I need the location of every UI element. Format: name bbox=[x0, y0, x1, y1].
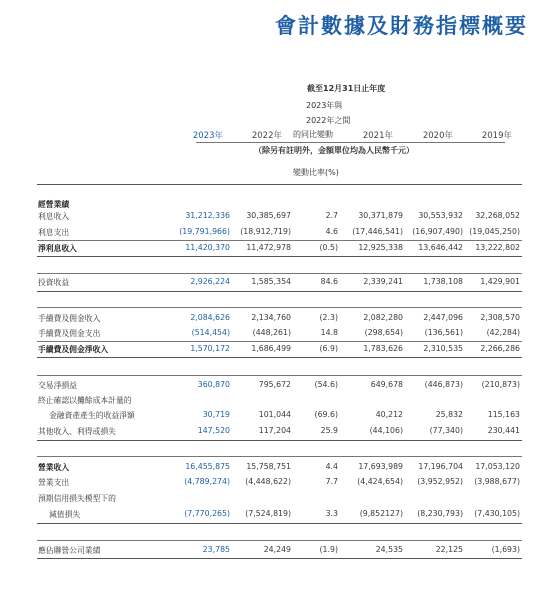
row-label: 應佔聯營公司業績 bbox=[38, 546, 101, 555]
value-2020: 2,447,096 bbox=[423, 313, 463, 322]
value-2021: (17,446,541) bbox=[352, 227, 403, 236]
value-2022: 117,204 bbox=[258, 426, 291, 435]
value-change: 14.8 bbox=[320, 328, 338, 337]
value-2020: 25,832 bbox=[435, 410, 463, 419]
value-2021: 40,212 bbox=[375, 410, 403, 419]
row-label: 利息支出 bbox=[38, 228, 70, 237]
value-2021: 2,082,280 bbox=[363, 313, 403, 322]
value-2022: 795,672 bbox=[258, 380, 291, 389]
value-2022: (4,448,622) bbox=[245, 477, 291, 486]
value-2021: (4,424,654) bbox=[357, 477, 403, 486]
value-2023: (514,454) bbox=[191, 328, 230, 337]
row-label: 其他收入、利得或損失 bbox=[38, 427, 116, 436]
section-rule bbox=[37, 291, 522, 292]
value-2019: (19,045,250) bbox=[469, 227, 520, 236]
period-line-1: 截至12月31日止年度 bbox=[307, 84, 386, 93]
table-top-rule bbox=[37, 184, 522, 185]
year-2022: 2022年 bbox=[251, 131, 282, 141]
value-2023: 2,084,626 bbox=[190, 313, 230, 322]
table-row bbox=[0, 344, 550, 356]
value-2021: (9,852127) bbox=[359, 509, 403, 518]
value-2021: 17,693,989 bbox=[358, 462, 403, 471]
value-2023: 1,570,172 bbox=[190, 344, 230, 353]
value-change: (54.6) bbox=[314, 380, 338, 389]
value-2020: (8,230,793) bbox=[417, 509, 463, 518]
value-2023: 147,520 bbox=[197, 426, 230, 435]
period-line-3: 2022年之間 bbox=[306, 116, 351, 125]
row-rule bbox=[37, 456, 522, 457]
value-2022: 101,044 bbox=[258, 410, 291, 419]
table-row bbox=[0, 328, 550, 340]
row-label: 金融資產產生的收益淨額 bbox=[49, 411, 135, 420]
row-label: 營業收入 bbox=[38, 463, 70, 472]
header-rule bbox=[196, 142, 505, 143]
value-2022: 2,134,760 bbox=[251, 313, 291, 322]
year-2021: 2021年 bbox=[362, 131, 393, 141]
row-rule bbox=[37, 540, 522, 541]
row-label: 營業支出 bbox=[38, 478, 70, 487]
section-rule bbox=[37, 558, 522, 559]
value-2020: (136,561) bbox=[424, 328, 463, 337]
value-2023: 31,212,336 bbox=[185, 211, 230, 220]
row-label: 手續費及佣金收入 bbox=[38, 314, 101, 323]
table-row bbox=[0, 462, 550, 474]
value-2020: 30,553,932 bbox=[418, 211, 463, 220]
value-2022: 30,385,697 bbox=[246, 211, 291, 220]
value-2020: 2,310,535 bbox=[423, 344, 463, 353]
row-rule bbox=[37, 341, 522, 342]
value-2022: 1,585,354 bbox=[251, 277, 291, 286]
value-2019: 2,266,286 bbox=[480, 344, 520, 353]
table-row bbox=[0, 243, 550, 255]
value-change: 3.3 bbox=[325, 509, 338, 518]
row-rule bbox=[37, 307, 522, 308]
value-change: (6.9) bbox=[319, 344, 338, 353]
table-row bbox=[0, 277, 550, 289]
row-label: 手續費及佣金淨收入 bbox=[38, 345, 109, 354]
value-change: 25.9 bbox=[320, 426, 338, 435]
value-2019: (1,693) bbox=[491, 545, 520, 554]
value-change: (2.3) bbox=[319, 313, 338, 322]
value-2023: 30,719 bbox=[202, 410, 230, 419]
table-row bbox=[0, 380, 550, 392]
value-change: 7.7 bbox=[325, 477, 338, 486]
table-row bbox=[0, 493, 550, 505]
table-row bbox=[0, 410, 550, 422]
value-2020: 13,646,442 bbox=[418, 243, 463, 252]
row-label: 手續費及佣金支出 bbox=[38, 329, 101, 338]
table-row bbox=[0, 426, 550, 438]
value-change: 4.6 bbox=[325, 227, 338, 236]
value-2019: (7,430,105) bbox=[474, 509, 520, 518]
value-2020: (3,952,952) bbox=[417, 477, 463, 486]
value-2021: 2,339,241 bbox=[363, 277, 403, 286]
value-2019: (42,284) bbox=[486, 328, 520, 337]
table-row bbox=[0, 227, 550, 239]
value-2021: 12,925,338 bbox=[358, 243, 403, 252]
section-rule bbox=[37, 440, 522, 441]
value-2023: 11,420,370 bbox=[185, 243, 230, 252]
table-row bbox=[0, 477, 550, 489]
value-2023: (7,770,265) bbox=[184, 509, 230, 518]
page-title: 會計數據及財務指標概要 bbox=[275, 14, 528, 38]
year-2020: 2020年 bbox=[422, 131, 453, 141]
value-2021: 649,678 bbox=[370, 380, 403, 389]
value-2023: (4,789,274) bbox=[184, 477, 230, 486]
table-row bbox=[0, 545, 550, 557]
table-row bbox=[0, 313, 550, 325]
value-2019: 32,268,052 bbox=[475, 211, 520, 220]
value-2023: (19,791,966) bbox=[179, 227, 230, 236]
row-label: 終止確認以攤餘成本計量的 bbox=[38, 396, 132, 405]
value-2019: 13,222,802 bbox=[475, 243, 520, 252]
value-2021: 24,535 bbox=[375, 545, 403, 554]
value-2020: (16,907,490) bbox=[412, 227, 463, 236]
table-row bbox=[0, 509, 550, 521]
row-rule bbox=[37, 240, 522, 241]
value-2019: 17,053,120 bbox=[475, 462, 520, 471]
value-2019: (210,873) bbox=[481, 380, 520, 389]
value-2023: 360,870 bbox=[197, 380, 230, 389]
value-2022: (18,912,719) bbox=[240, 227, 291, 236]
table-row bbox=[0, 395, 550, 407]
value-2019: (3,988,677) bbox=[474, 477, 520, 486]
value-2019: 1,429,901 bbox=[480, 277, 520, 286]
row-rule bbox=[37, 375, 522, 376]
value-2023: 2,926,224 bbox=[190, 277, 230, 286]
value-change: (1.9) bbox=[319, 545, 338, 554]
value-2022: (448,261) bbox=[252, 328, 291, 337]
row-rule bbox=[37, 273, 522, 274]
value-change: 84.6 bbox=[320, 277, 338, 286]
value-change: 4.4 bbox=[325, 462, 338, 471]
section-label: 經營業績 bbox=[38, 200, 70, 209]
section-rule bbox=[37, 256, 522, 257]
row-label: 投資收益 bbox=[38, 278, 70, 287]
value-2020: 22,125 bbox=[435, 545, 463, 554]
value-2020: 1,738,108 bbox=[423, 277, 463, 286]
value-2019: 2,308,570 bbox=[480, 313, 520, 322]
section-rule bbox=[37, 523, 522, 524]
value-2023: 23,785 bbox=[202, 545, 230, 554]
value-2020: (77,340) bbox=[429, 426, 463, 435]
value-2022: 1,686,499 bbox=[251, 344, 291, 353]
row-label: 利息收入 bbox=[38, 212, 70, 221]
year-2023: 2023年 bbox=[192, 131, 223, 141]
row-label: 預期信用損失模型下的 bbox=[38, 494, 116, 503]
value-2021: 30,371,879 bbox=[358, 211, 403, 220]
value-2022: (7,524,819) bbox=[245, 509, 291, 518]
value-2019: 115,163 bbox=[487, 410, 520, 419]
change-pct-label: 變動比率(%) bbox=[293, 168, 339, 177]
value-2022: 24,249 bbox=[263, 545, 291, 554]
value-2020: (446,873) bbox=[424, 380, 463, 389]
value-2023: 16,455,875 bbox=[185, 462, 230, 471]
value-2020: 17,196,704 bbox=[418, 462, 463, 471]
value-2022: 15,758,751 bbox=[246, 462, 291, 471]
row-label: 交易淨損益 bbox=[38, 381, 77, 390]
value-change: 2.7 bbox=[325, 211, 338, 220]
period-line-2: 2023年與 bbox=[306, 101, 343, 110]
value-change: (0.5) bbox=[319, 243, 338, 252]
value-2021: (44,106) bbox=[369, 426, 403, 435]
value-2022: 11,472,978 bbox=[246, 243, 291, 252]
value-2021: (298,654) bbox=[364, 328, 403, 337]
table-row bbox=[0, 211, 550, 223]
row-label: 淨利息收入 bbox=[38, 244, 77, 253]
period-line-4: 的同比變動 bbox=[293, 130, 333, 139]
section-heading-operating bbox=[0, 199, 550, 211]
unit-note: （除另有註明外，金額單位均為人民幣千元） bbox=[254, 146, 414, 155]
value-2021: 1,783,626 bbox=[363, 344, 403, 353]
section-rule bbox=[37, 357, 522, 358]
value-2019: 230,441 bbox=[487, 426, 520, 435]
year-2019: 2019年 bbox=[481, 131, 512, 141]
value-change: (69.6) bbox=[314, 410, 338, 419]
row-label: 減值損失 bbox=[49, 510, 81, 519]
